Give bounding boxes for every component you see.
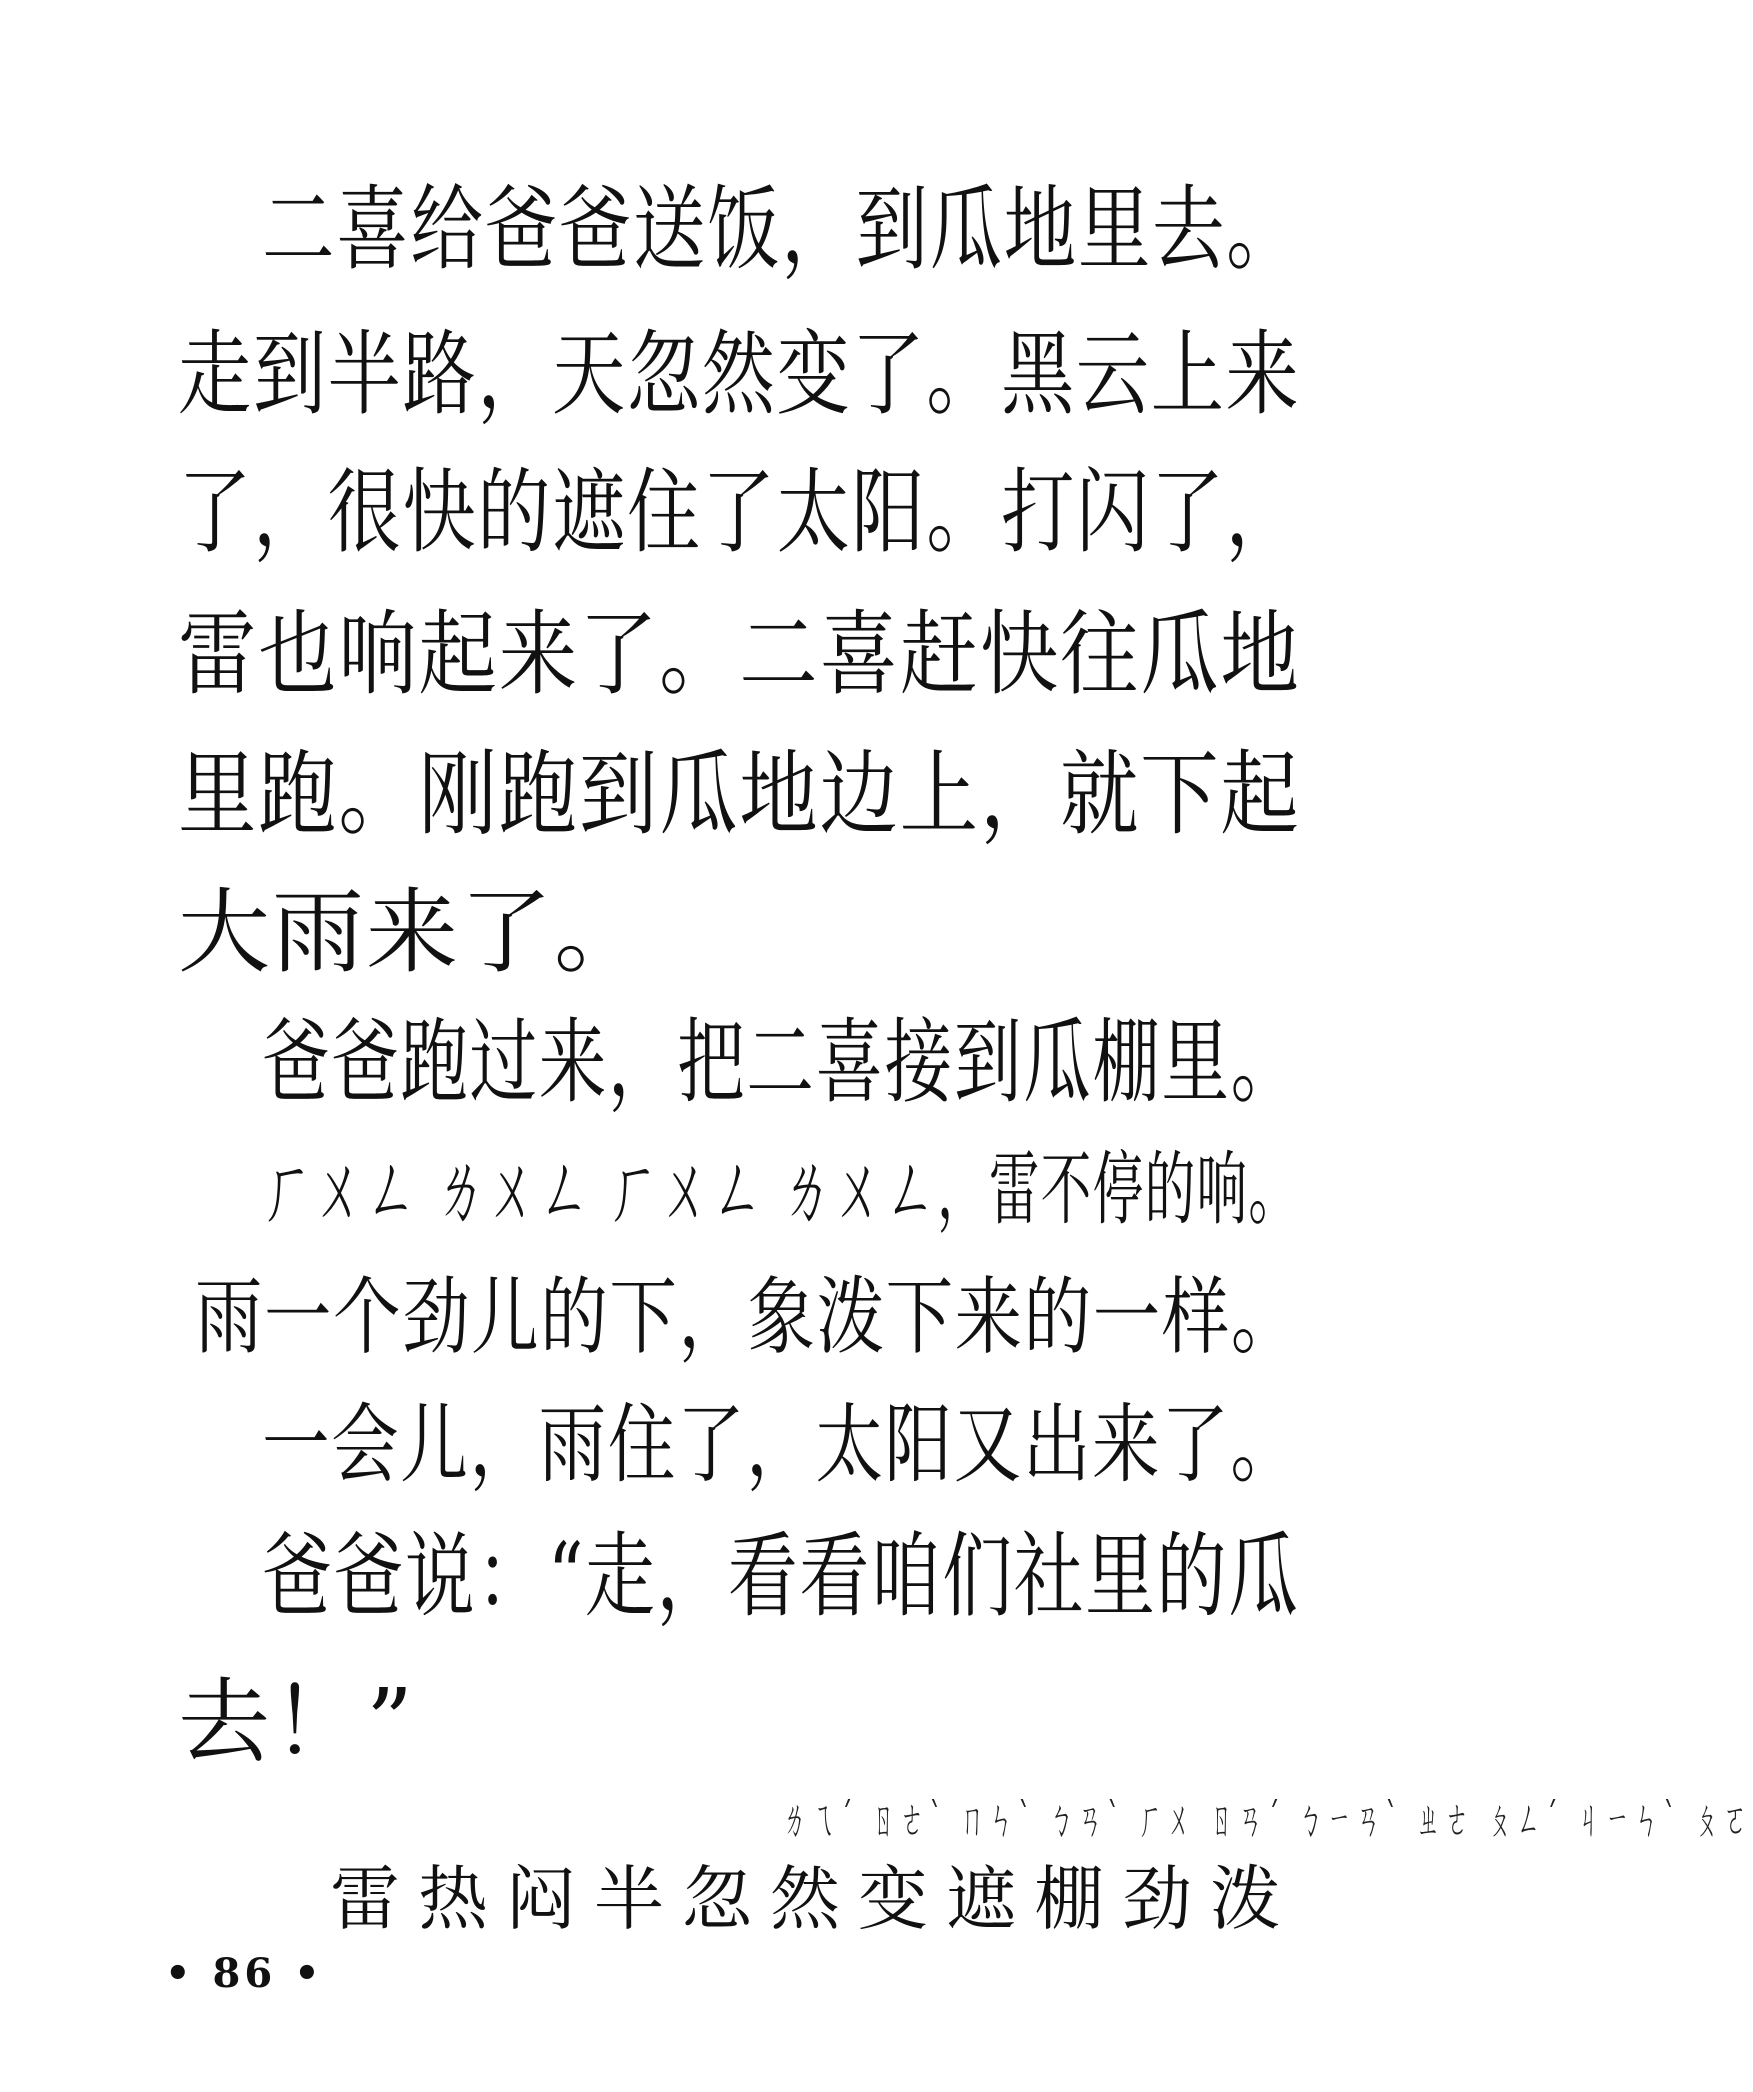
text-line-12: 去！” (178, 1669, 416, 1776)
text-line-7: 爸爸跑过来，把二喜接到瓜棚里。 (262, 1009, 1300, 1116)
text-line-10: 一会儿，雨住了，太阳又出来了。 (262, 1395, 1300, 1495)
text-line-8: ㄏㄨㄥ ㄌㄨㄥ ㄏㄨㄥ ㄌㄨㄥ，雷不停的响。 (262, 1143, 1301, 1236)
text-line-6: 大雨来了。 (178, 879, 649, 986)
text-line-3: 了，很快的遮住了太阳。打闪了， (178, 459, 1301, 566)
text-line-5: 里跑。刚跑到瓜地边上，就下起 (178, 741, 1301, 848)
vocabulary-pinyin: ㄌㄟˊ ㄖㄜˋ ㄇㄣˋ ㄅㄢˋ ㄏㄨ ㄖㄢˊ ㄅㄧㄢˋ ㄓㄜ ㄆㄥˊ ㄐㄧㄣˋ ㄆㄛ (783, 1794, 1753, 1845)
text-line-11: 爸爸说：“走，看看咱们社里的瓜 (262, 1523, 1300, 1630)
text-line-4: 雷也响起来了。二喜赶快往瓜地 (178, 601, 1301, 708)
text-line-9: 雨一个劲儿的下，象泼下来的一样。 (195, 1268, 1300, 1366)
text-line-2: 走到半路，天忽然变了。黑云上来 (178, 321, 1301, 428)
page-number: • 86 • (165, 1950, 324, 1997)
vocabulary-characters: 雷热闷半忽然变遮棚劲泼 (330, 1858, 1298, 1940)
vocabulary-box (330, 1790, 1753, 2030)
text-line-1: 二喜给爸爸送饭，到瓜地里去。 (262, 176, 1301, 283)
